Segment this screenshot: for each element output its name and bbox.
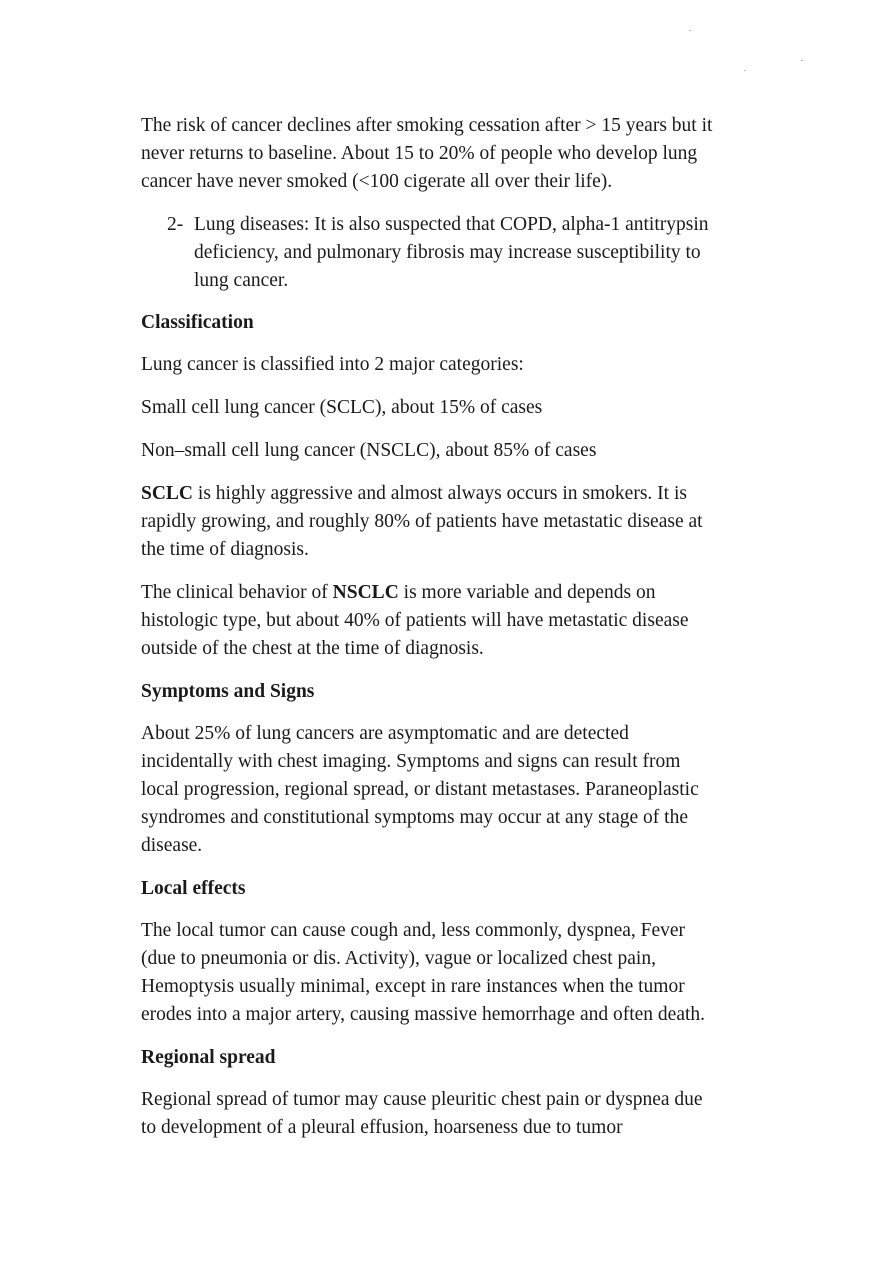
text-line: Regional spread of tumor may cause pleuritic chest pain or dyspnea due bbox=[141, 1089, 703, 1110]
text-line bbox=[141, 579, 781, 607]
text-span: is highly aggressive and almost always occurs in smokers. It is bbox=[193, 483, 687, 504]
sclc-line: Small cell lung cancer (SCLC), about 15% of cases bbox=[141, 397, 543, 418]
scan-speck bbox=[801, 60, 803, 61]
regional-spread-paragraph bbox=[141, 1086, 781, 1142]
text-line: erodes into a major artery, causing massive hemorrhage and often death. bbox=[141, 1004, 706, 1025]
text-span: is more variable and depends on bbox=[398, 582, 656, 603]
list-item-lung-diseases bbox=[141, 211, 781, 295]
text-line: the time of diagnosis. bbox=[141, 539, 309, 560]
text-line: never returns to baseline. About 15 to 20% of people who develop lung bbox=[141, 143, 698, 164]
classification-intro: Lung cancer is classified into 2 major categories: bbox=[141, 354, 524, 375]
nsclc-paragraph bbox=[141, 579, 781, 663]
text-line: The local tumor can cause cough and, less commonly, dyspnea, Fever bbox=[141, 920, 686, 941]
heading-classification: Classification bbox=[141, 312, 254, 333]
sclc-term: SCLC bbox=[141, 483, 194, 504]
heading-symptoms: Symptoms and Signs bbox=[141, 681, 315, 702]
text-line: About 25% of lung cancers are asymptomatic and are detected bbox=[141, 723, 629, 744]
nsclc-line: Non–small cell lung cancer (NSCLC), about 85% of cases bbox=[141, 440, 597, 461]
text-span: The clinical behavior of bbox=[141, 582, 333, 603]
heading-local-effects: Local effects bbox=[141, 878, 246, 899]
text-line: syndromes and constitutional symptoms may occur at any stage of the bbox=[141, 807, 688, 828]
text-line: disease. bbox=[141, 835, 203, 856]
text-line: histologic type, but about 40% of patients will have metastatic disease bbox=[141, 610, 689, 631]
text-line: The risk of cancer declines after smoking cessation after > 15 years but it bbox=[141, 115, 713, 136]
symptoms-paragraph bbox=[141, 720, 781, 860]
scan-speck bbox=[689, 30, 691, 31]
text-line: lung cancer. bbox=[194, 270, 289, 291]
scan-speck bbox=[744, 70, 746, 71]
local-effects-paragraph bbox=[141, 917, 781, 1029]
text-line: local progression, regional spread, or distant metastases. Paraneoplastic bbox=[141, 779, 699, 800]
text-line: cancer have never smoked (<100 cigerate all over their life). bbox=[141, 171, 613, 192]
text-line: deficiency, and pulmonary fibrosis may increase susceptibility to bbox=[194, 242, 701, 263]
text-line: incidentally with chest imaging. Symptoms and signs can result from bbox=[141, 751, 681, 772]
nsclc-term: NSCLC bbox=[332, 582, 399, 603]
text-line: outside of the chest at the time of diagnosis. bbox=[141, 638, 484, 659]
intro-paragraph bbox=[141, 112, 781, 196]
text-line: (due to pneumonia or dis. Activity), vague or localized chest pain, bbox=[141, 948, 656, 969]
text-line: Lung diseases: It is also suspected that COPD, alpha-1 antitrypsin bbox=[194, 214, 709, 235]
text-line bbox=[141, 480, 781, 508]
sclc-paragraph bbox=[141, 480, 781, 564]
text-line: rapidly growing, and roughly 80% of patients have metastatic disease at bbox=[141, 511, 703, 532]
heading-regional-spread: Regional spread bbox=[141, 1047, 276, 1068]
document-body bbox=[141, 112, 781, 1157]
list-marker: 2- bbox=[167, 214, 184, 235]
text-line: to development of a pleural effusion, hoarseness due to tumor bbox=[141, 1117, 623, 1138]
text-line: Hemoptysis usually minimal, except in rare instances when the tumor bbox=[141, 976, 685, 997]
